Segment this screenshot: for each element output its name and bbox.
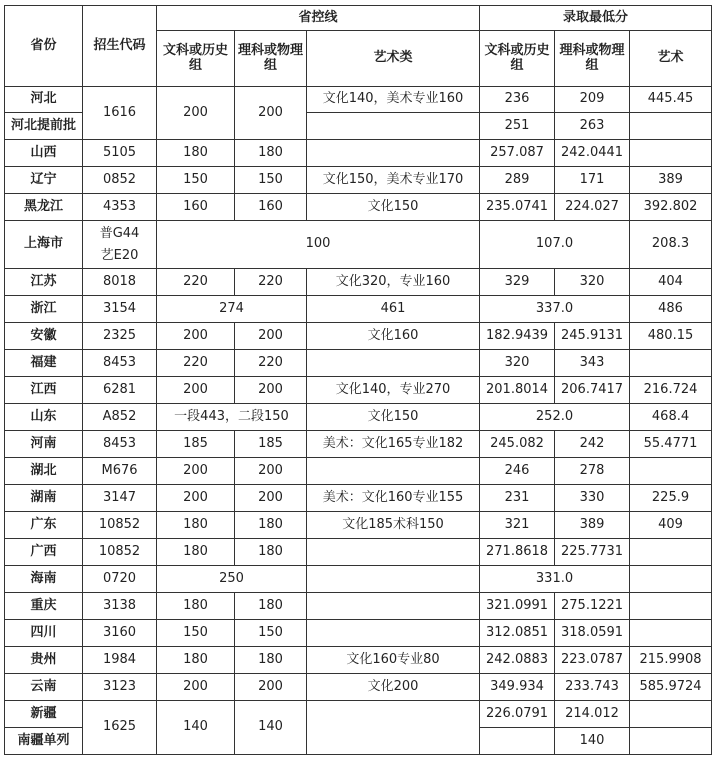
province-cell: 湖南 xyxy=(5,485,83,512)
score-wen-cell: 320 xyxy=(480,350,555,377)
province-cell: 江苏 xyxy=(5,269,83,296)
score-wen-cell: 182.9439 xyxy=(480,323,555,350)
score-art-cell: 585.9724 xyxy=(630,674,712,701)
score-art-cell xyxy=(630,728,712,755)
code-cell: 3147 xyxy=(83,485,157,512)
score-li-cell: 330 xyxy=(555,485,630,512)
control-art-cell: 文化150，美术专业170 xyxy=(307,167,480,194)
control-li-cell: 200 xyxy=(235,485,307,512)
code-cell: 3154 xyxy=(83,296,157,323)
score-li-cell: 224.027 xyxy=(555,194,630,221)
control-wen-cell: 180 xyxy=(157,593,235,620)
score-wen-cell: 235.0741 xyxy=(480,194,555,221)
score-art-cell: 404 xyxy=(630,269,712,296)
score-li-cell: 275.1221 xyxy=(555,593,630,620)
control-art-cell: 文化140，美术专业160 xyxy=(307,87,480,113)
code-cell: A852 xyxy=(83,404,157,431)
score-art-cell: 486 xyxy=(630,296,712,323)
control-wen-cell: 200 xyxy=(157,485,235,512)
score-li-cell: 223.0787 xyxy=(555,647,630,674)
score-art-cell xyxy=(630,458,712,485)
control-art-cell xyxy=(307,620,480,647)
score-li-cell: 214.012 xyxy=(555,701,630,728)
score-wen-cell: 242.0883 xyxy=(480,647,555,674)
control-art-cell: 文化160专业80 xyxy=(307,647,480,674)
score-wen-cell: 271.8618 xyxy=(480,539,555,566)
code-cell: 4353 xyxy=(83,194,157,221)
code-cell: 3138 xyxy=(83,593,157,620)
score-art-cell: 389 xyxy=(630,167,712,194)
score-wen-cell: 246 xyxy=(480,458,555,485)
score-art-cell xyxy=(630,620,712,647)
score-wen-cell: 257.087 xyxy=(480,140,555,167)
code-cell: 0852 xyxy=(83,167,157,194)
score-li-cell: 245.9131 xyxy=(555,323,630,350)
score-art-cell xyxy=(630,113,712,140)
score-art-cell xyxy=(630,350,712,377)
control-art-cell: 461 xyxy=(307,296,480,323)
control-li-cell: 200 xyxy=(235,458,307,485)
score-li-cell: 263 xyxy=(555,113,630,140)
score-art-cell: 409 xyxy=(630,512,712,539)
control-art-cell: 美术：文化165专业182 xyxy=(307,431,480,458)
code-cell: 8453 xyxy=(83,431,157,458)
control-wen-cell: 180 xyxy=(157,647,235,674)
province-cell: 湖北 xyxy=(5,458,83,485)
control-li-cell: 150 xyxy=(235,620,307,647)
control-li-cell: 180 xyxy=(235,512,307,539)
control-art-cell: 文化320，专业160 xyxy=(307,269,480,296)
score-art-cell xyxy=(630,539,712,566)
control-wen-cell: 200 xyxy=(157,323,235,350)
score-li-cell: 209 xyxy=(555,87,630,113)
control-wen-cell: 200 xyxy=(157,458,235,485)
score-merged-cell: 252.0 xyxy=(480,404,630,431)
control-li-cell: 150 xyxy=(235,167,307,194)
code-cell: 10852 xyxy=(83,539,157,566)
control-li-cell: 180 xyxy=(235,593,307,620)
score-li-cell: 278 xyxy=(555,458,630,485)
score-merged-cell: 107.0 xyxy=(480,221,630,269)
code-cell: 1616 xyxy=(83,87,157,140)
province-cell: 南疆单列 xyxy=(5,728,83,755)
score-li-cell: 233.743 xyxy=(555,674,630,701)
header-province: 省份 xyxy=(5,6,83,87)
header-min-score: 录取最低分 xyxy=(480,6,712,31)
score-art-cell: 216.724 xyxy=(630,377,712,404)
score-li-cell: 242 xyxy=(555,431,630,458)
header-control-wen-hist: 文科或历史组 xyxy=(157,31,235,87)
header-code: 招生代码 xyxy=(83,6,157,87)
province-cell: 广东 xyxy=(5,512,83,539)
province-cell: 上海市 xyxy=(5,221,83,269)
province-cell: 福建 xyxy=(5,350,83,377)
score-wen-cell: 251 xyxy=(480,113,555,140)
control-art-cell xyxy=(307,566,480,593)
score-art-cell xyxy=(630,566,712,593)
control-wen-cell: 200 xyxy=(157,87,235,140)
control-art-cell xyxy=(307,458,480,485)
code-cell: 普G44 艺E20 xyxy=(83,221,157,269)
control-li-cell: 200 xyxy=(235,674,307,701)
control-wen-cell: 180 xyxy=(157,512,235,539)
control-wen-cell: 185 xyxy=(157,431,235,458)
score-art-cell xyxy=(630,140,712,167)
control-wen-cell: 160 xyxy=(157,194,235,221)
control-li-cell: 200 xyxy=(235,87,307,140)
control-wen-cell: 180 xyxy=(157,539,235,566)
control-li-cell: 160 xyxy=(235,194,307,221)
province-cell: 河北 xyxy=(5,87,83,113)
score-art-cell: 215.9908 xyxy=(630,647,712,674)
code-cell: 2325 xyxy=(83,323,157,350)
control-li-cell: 180 xyxy=(235,140,307,167)
control-li-cell: 180 xyxy=(235,647,307,674)
score-art-cell xyxy=(630,701,712,728)
control-art-cell xyxy=(307,593,480,620)
admission-score-table xyxy=(4,5,712,755)
score-art-cell: 55.4771 xyxy=(630,431,712,458)
province-cell: 新疆 xyxy=(5,701,83,728)
score-li-cell: 318.0591 xyxy=(555,620,630,647)
control-wen-cell: 220 xyxy=(157,350,235,377)
header-control-li-phys: 理科或物理组 xyxy=(235,31,307,87)
score-wen-cell: 201.8014 xyxy=(480,377,555,404)
score-art-cell: 392.802 xyxy=(630,194,712,221)
province-cell: 云南 xyxy=(5,674,83,701)
control-art-cell xyxy=(307,701,480,755)
control-art-cell: 文化185术科150 xyxy=(307,512,480,539)
control-art-cell: 文化200 xyxy=(307,674,480,701)
province-cell: 山东 xyxy=(5,404,83,431)
code-cell: 6281 xyxy=(83,377,157,404)
score-li-cell: 320 xyxy=(555,269,630,296)
score-wen-cell: 226.0791 xyxy=(480,701,555,728)
control-art-cell: 文化140，专业270 xyxy=(307,377,480,404)
score-li-cell: 343 xyxy=(555,350,630,377)
code-cell: 3123 xyxy=(83,674,157,701)
control-li-cell: 140 xyxy=(235,701,307,755)
control-wen-cell: 200 xyxy=(157,674,235,701)
control-li-cell: 200 xyxy=(235,323,307,350)
control-art-cell xyxy=(307,113,480,140)
score-wen-cell: 231 xyxy=(480,485,555,512)
control-art-cell xyxy=(307,140,480,167)
score-art-cell xyxy=(630,593,712,620)
score-li-cell: 225.7731 xyxy=(555,539,630,566)
control-merged-cell: 100 xyxy=(157,221,480,269)
control-art-cell: 文化150 xyxy=(307,404,480,431)
score-art-cell: 208.3 xyxy=(630,221,712,269)
score-wen-cell: 236 xyxy=(480,87,555,113)
control-merged-cell: 274 xyxy=(157,296,307,323)
control-art-cell xyxy=(307,539,480,566)
control-wen-cell: 180 xyxy=(157,140,235,167)
province-cell: 辽宁 xyxy=(5,167,83,194)
code-cell: 1625 xyxy=(83,701,157,755)
control-li-cell: 220 xyxy=(235,269,307,296)
code-cell: 1984 xyxy=(83,647,157,674)
control-wen-cell: 220 xyxy=(157,269,235,296)
score-merged-cell: 337.0 xyxy=(480,296,630,323)
score-li-cell: 171 xyxy=(555,167,630,194)
score-wen-cell xyxy=(480,728,555,755)
province-cell: 河北提前批 xyxy=(5,113,83,140)
score-li-cell: 140 xyxy=(555,728,630,755)
province-cell: 海南 xyxy=(5,566,83,593)
province-cell: 重庆 xyxy=(5,593,83,620)
code-cell: 8453 xyxy=(83,350,157,377)
province-cell: 江西 xyxy=(5,377,83,404)
province-cell: 山西 xyxy=(5,140,83,167)
code-cell: 3160 xyxy=(83,620,157,647)
header-score-wen-hist: 文科或历史组 xyxy=(480,31,555,87)
control-li-cell: 180 xyxy=(235,539,307,566)
header-score-li-phys: 理科或物理组 xyxy=(555,31,630,87)
header-control-art-category: 艺术类 xyxy=(307,31,480,87)
control-wen-cell: 150 xyxy=(157,167,235,194)
code-cell: M676 xyxy=(83,458,157,485)
code-cell: 5105 xyxy=(83,140,157,167)
control-wen-cell: 140 xyxy=(157,701,235,755)
control-art-cell xyxy=(307,350,480,377)
province-cell: 河南 xyxy=(5,431,83,458)
control-merged-cell: 一段443，二段150 xyxy=(157,404,307,431)
control-li-cell: 185 xyxy=(235,431,307,458)
province-cell: 浙江 xyxy=(5,296,83,323)
control-art-cell: 文化150 xyxy=(307,194,480,221)
code-cell: 0720 xyxy=(83,566,157,593)
code-cell: 8018 xyxy=(83,269,157,296)
score-art-cell: 480.15 xyxy=(630,323,712,350)
score-wen-cell: 321 xyxy=(480,512,555,539)
province-cell: 贵州 xyxy=(5,647,83,674)
score-wen-cell: 349.934 xyxy=(480,674,555,701)
header-score-art: 艺术 xyxy=(630,31,712,87)
control-wen-cell: 200 xyxy=(157,377,235,404)
score-li-cell: 389 xyxy=(555,512,630,539)
code-cell: 10852 xyxy=(83,512,157,539)
province-cell: 安徽 xyxy=(5,323,83,350)
score-art-cell: 445.45 xyxy=(630,87,712,113)
province-cell: 四川 xyxy=(5,620,83,647)
score-wen-cell: 329 xyxy=(480,269,555,296)
control-li-cell: 220 xyxy=(235,350,307,377)
province-cell: 黑龙江 xyxy=(5,194,83,221)
header-control-line: 省控线 xyxy=(157,6,480,31)
score-li-cell: 206.7417 xyxy=(555,377,630,404)
score-wen-cell: 312.0851 xyxy=(480,620,555,647)
control-merged-cell: 250 xyxy=(157,566,307,593)
score-merged-cell: 331.0 xyxy=(480,566,630,593)
score-art-cell: 225.9 xyxy=(630,485,712,512)
control-li-cell: 200 xyxy=(235,377,307,404)
score-art-cell: 468.4 xyxy=(630,404,712,431)
province-cell: 广西 xyxy=(5,539,83,566)
control-wen-cell: 150 xyxy=(157,620,235,647)
score-li-cell: 242.0441 xyxy=(555,140,630,167)
control-art-cell: 美术：文化160专业155 xyxy=(307,485,480,512)
score-wen-cell: 321.0991 xyxy=(480,593,555,620)
score-wen-cell: 289 xyxy=(480,167,555,194)
score-wen-cell: 245.082 xyxy=(480,431,555,458)
control-art-cell: 文化160 xyxy=(307,323,480,350)
